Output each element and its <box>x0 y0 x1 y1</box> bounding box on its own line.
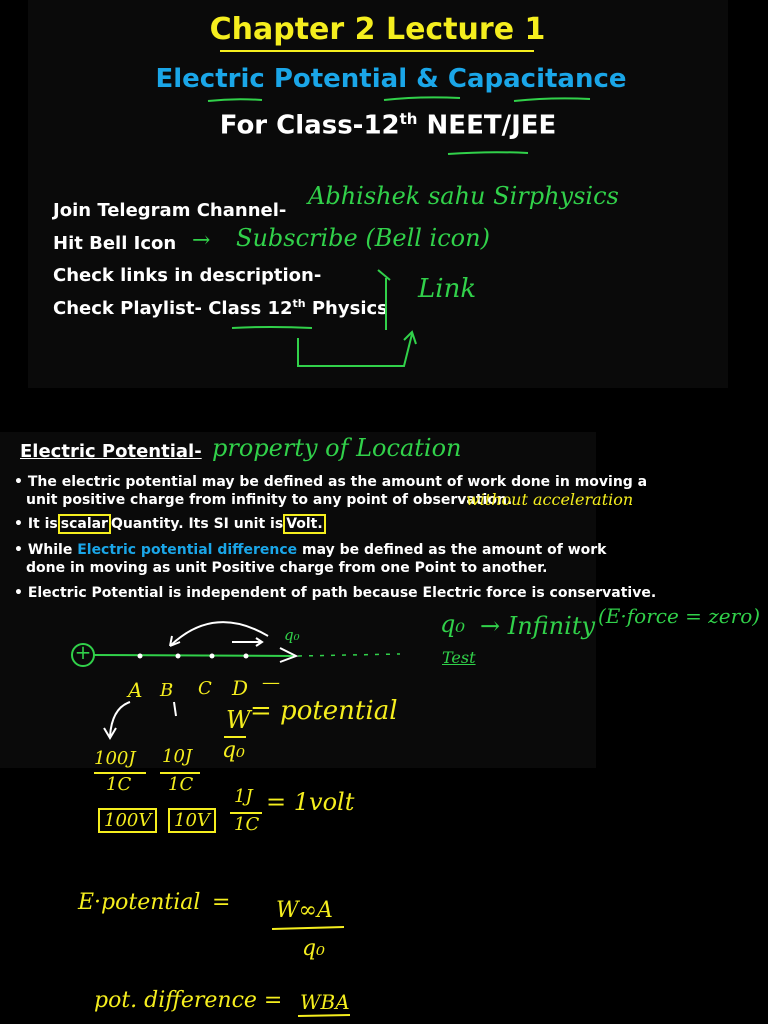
handwritten-without-acceleration: without acceleration <box>466 490 634 509</box>
handwritten-telegram: Abhishek sahu Sirphysics <box>308 182 619 210</box>
chapter-subtitle: Electric Potential & Capacitance <box>155 64 627 94</box>
bullet-1-line-1: • The electric potential may be defined as the amount of work done in moving a <box>14 474 648 490</box>
handwritten-property: property of Location <box>212 434 462 462</box>
class-suffix: NEET/JEE <box>417 110 557 141</box>
positive-charge-symbol: + <box>74 640 92 664</box>
class-sup: th <box>399 110 418 128</box>
handwritten-test: Test <box>442 648 476 667</box>
point-d-dot <box>244 654 249 659</box>
bullet-1-line-2: unit positive charge from infinity to any point of observation. <box>26 492 513 508</box>
playlist-sup: th <box>292 297 306 310</box>
stroke-under-electric <box>208 99 262 101</box>
q0-denominator: q₀ <box>222 738 245 763</box>
bullet-4: • Electric Potential is independent of path because Electric force is conservative. <box>14 585 657 601</box>
e-potential-label: E·potential <box>78 890 201 915</box>
fraction-1-numerator: 100J <box>94 748 136 769</box>
w-numerator: W <box>226 706 251 734</box>
stroke-under-potential <box>384 97 460 100</box>
potdiff-fraction-bar <box>298 1015 350 1016</box>
handwritten-arrow: → <box>192 228 211 253</box>
class-prefix: For Class-12 <box>219 110 400 141</box>
w-ba: WBA <box>300 990 350 1014</box>
bullet-3-pre: • While <box>14 542 78 558</box>
field-line-dashed <box>298 654 400 656</box>
box-100v: 100V <box>98 808 157 833</box>
handwritten-eforce: (E·force = zero) <box>598 604 761 628</box>
bullet-3-post: may be defined as the amount of work <box>297 542 607 558</box>
w-infinity-a: W∞A <box>276 898 333 923</box>
playlist-suffix: Physics <box>305 298 388 319</box>
links-label: Check links in description- <box>53 265 322 286</box>
positive-charge-circle <box>72 644 94 666</box>
fraction-2-denominator: 1C <box>168 774 194 795</box>
point-c-dot <box>210 654 215 659</box>
field-line <box>94 655 294 656</box>
q0-bottom: q₀ <box>302 936 325 961</box>
bullet-3-highlight: Electric potential difference <box>77 542 298 558</box>
bullet-2-mid: Quantity. Its SI unit is <box>110 516 284 532</box>
point-a-dot <box>138 654 143 659</box>
equals-potential: = potential <box>250 696 398 726</box>
fraction-1-denominator: 1C <box>106 774 132 795</box>
fraction-3-denominator: 1C <box>234 814 260 835</box>
equals-1-volt: = 1volt <box>266 788 355 816</box>
point-dash-label: — <box>262 672 280 693</box>
handwritten-q0: q₀ <box>440 610 465 638</box>
telegram-label: Join Telegram Channel- <box>53 200 287 221</box>
stroke-under-neet-jee <box>448 152 528 154</box>
scalar-box: scalar <box>58 514 111 534</box>
box-10v: 10V <box>168 808 216 833</box>
epotential-fraction-bar <box>272 927 344 929</box>
electric-potential-heading: Electric Potential- <box>20 441 202 462</box>
pot-difference-label: pot. difference = <box>94 988 283 1013</box>
playlist-prefix: Check Playlist- Class 12 <box>53 298 293 319</box>
bell-label: Hit Bell Icon <box>53 233 177 254</box>
handwritten-link: Link <box>418 274 477 304</box>
handwritten-subscribe: Subscribe (Bell icon) <box>236 224 490 252</box>
point-d-label: D <box>232 676 249 700</box>
point-c-label: C <box>198 678 212 699</box>
equals-sign: = <box>212 890 231 915</box>
volt-box: Volt. <box>283 514 326 534</box>
arrow-from-b <box>174 702 176 716</box>
stroke-playlist-arrow <box>298 334 412 366</box>
point-a-label: A <box>128 678 143 702</box>
lecture-title: Chapter 2 Lecture 1 <box>209 12 546 47</box>
fraction-3-numerator: 1J <box>234 786 253 807</box>
bullet-2-pre: • It is <box>14 516 58 532</box>
point-b-label: B <box>160 680 174 701</box>
point-b-dot <box>176 654 181 659</box>
handwritten-infinity: → Infinity <box>480 612 596 640</box>
stroke-under-capacitance <box>514 98 590 101</box>
fraction-2-numerator: 10J <box>162 746 193 767</box>
arrow-from-a <box>104 702 130 738</box>
bullet-3-line-2: done in moving as unit Positive charge from one Point to another. <box>26 560 548 576</box>
stroke-under-class12 <box>232 327 312 328</box>
short-arrow <box>232 638 262 646</box>
handwritten-q0-small: q₀ <box>284 626 300 644</box>
stroke-brace <box>378 270 390 330</box>
